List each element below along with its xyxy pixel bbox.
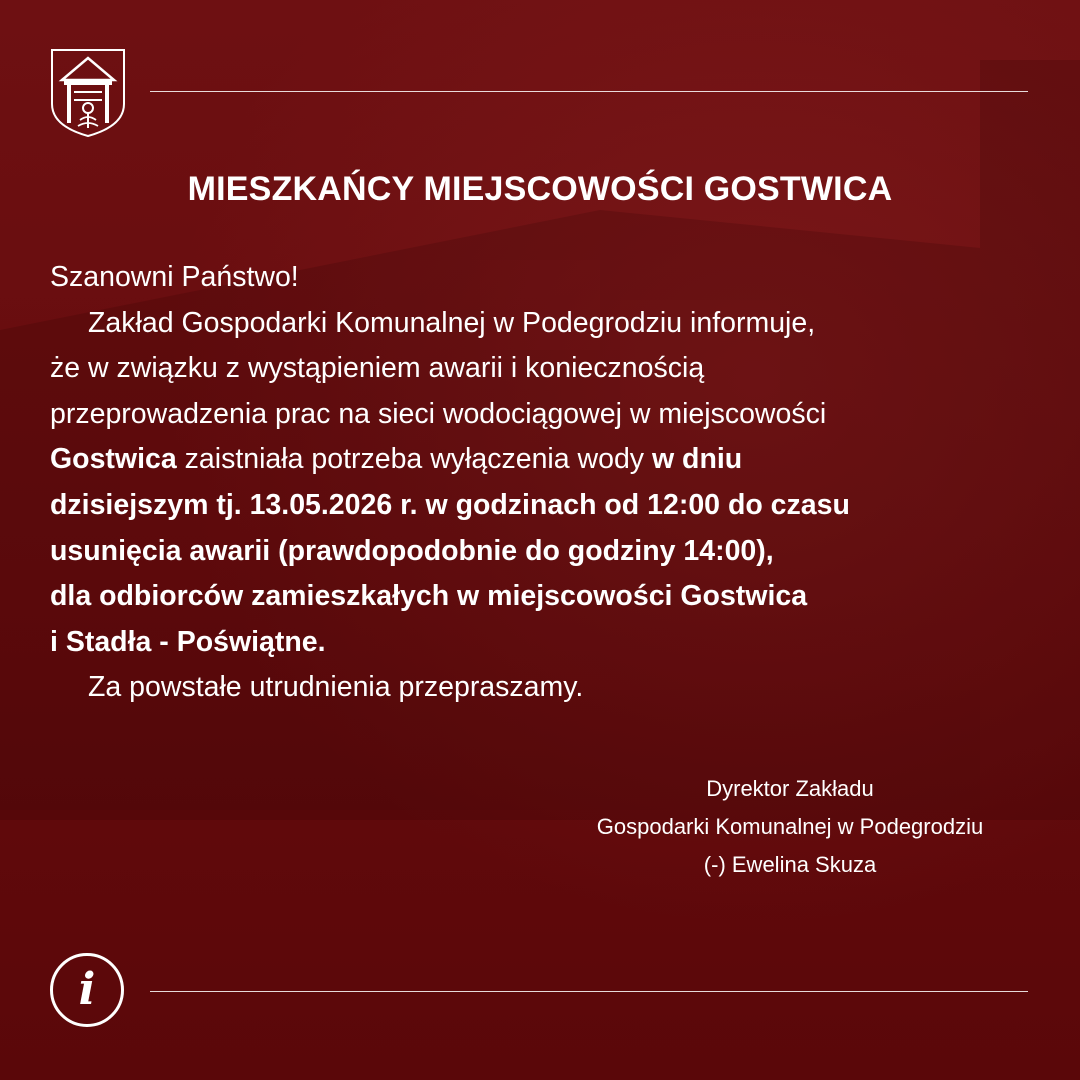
header-divider <box>150 91 1028 92</box>
municipal-crest-icon <box>50 48 126 138</box>
signature-block <box>540 770 1040 884</box>
signature-name: (-) Ewelina Skuza <box>703 852 877 877</box>
body-line: przeprowadzenia prac na sieci wodociągowej w miejscowości <box>50 397 827 430</box>
body-line <box>50 437 1040 483</box>
body-line: że w związku z wystąpieniem awarii i koniecznością <box>50 352 705 385</box>
date-emphasis: w dniu <box>651 443 743 476</box>
body-text: zaistniała potrzeba wyłączenia wody <box>176 443 652 476</box>
footer-divider <box>150 991 1028 992</box>
info-icon: i <box>50 953 124 1027</box>
body-line-bold: i Stadła - Poświątne. <box>50 625 326 658</box>
page-title: MIESZKAŃCY MIEJSCOWOŚCI GOSTWICA <box>187 170 893 208</box>
body-line-bold: usunięcia awarii (prawdopodobnie do godziny 14:00), <box>50 534 774 567</box>
signature-title: Dyrektor Zakładu <box>706 776 874 801</box>
place-name: Gostwica <box>50 443 177 476</box>
greeting: Szanowni Państwo! <box>50 261 299 293</box>
signature-organization: Gospodarki Komunalnej w Podegrodziu <box>596 814 984 839</box>
announcement-body <box>50 255 1040 711</box>
body-line: Zakład Gospodarki Komunalnej w Podegrodziu informuje, <box>88 306 816 339</box>
body-line-bold: dla odbiorców zamieszkałych w miejscowości Gostwica <box>50 580 808 613</box>
closing-line: Za powstałe utrudnienia przepraszamy. <box>88 671 584 704</box>
body-line-bold: dzisiejszym tj. 13.05.2026 r. w godzinach od 12:00 do czasu <box>50 488 850 521</box>
